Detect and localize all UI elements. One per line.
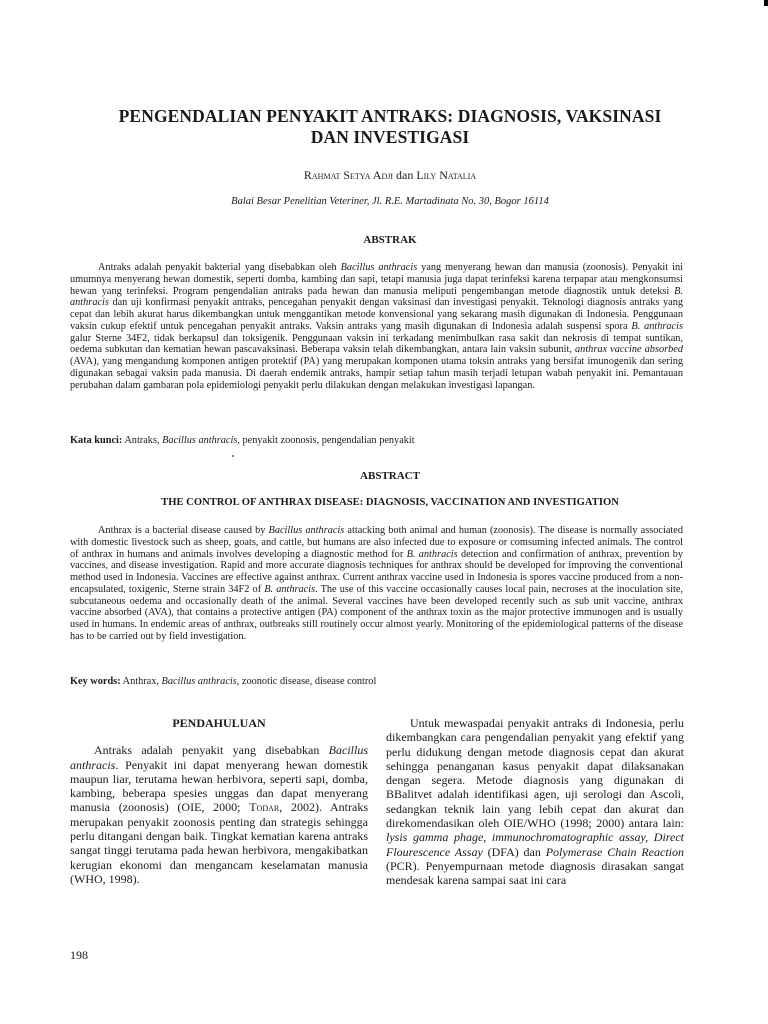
abstract-text: attacking both animal and human (zoonosis). The disease is normally associated with domestic livestock such as sheep, goats, and cattle, but humans are also infected due to exposure or comsuming infected animals. The control of anthrax in humans and animals involves developing a diagnostic method for (70, 525, 683, 560)
abstract-italic: B. anthracis (406, 548, 458, 560)
abstract-heading: ABSTRACT (360, 470, 420, 482)
key-words-text: , zoonotic disease, disease control (236, 676, 377, 687)
right-column-paragraph (386, 716, 684, 888)
pendahuluan-paragraph (70, 743, 368, 886)
abstrak-italic: Bacillus anthracis (340, 262, 418, 273)
abstrak-text: Antraks adalah penyakit bakterial yang disebabkan oleh (98, 262, 341, 273)
abstract-italic: Bacillus anthracis (268, 525, 345, 536)
kata-kunci-text: , penyakit zoonosis, pengendalian penyakit (237, 435, 415, 446)
right-column (386, 716, 684, 888)
affiliation: Balai Besar Penelitian Veteriner, Jl. R.E. Martadinata No. 30, Bogor 16114 (231, 196, 549, 207)
abstract-body (70, 525, 683, 643)
abstrak-heading: ABSTRAK (363, 234, 417, 246)
right-column-italic: Polymerase Chain Reaction (545, 844, 685, 859)
pendahuluan-text: . Penyakit ini dapat menyerang hewan domestik maupun liar, terutama hewan herbivora, seperti sapi, domba, kambing, beberapa spesies unggas dan dapat menyerang manusia (zoonosis) (OIE, 2000; (70, 757, 368, 815)
author-2: Lily Natalia (416, 168, 477, 182)
right-column-text: Untuk mewaspadai penyakit antraks di Indonesia, perlu dikembangkan cara pengendalian penyakit yang efektif yang perlu didukung dengan metode diagnosis cepat dan akurat sehingga penanganan kasus penyakit dapat dilaksanakan dengan segera. Metode diagnosis yang digunakan di BBalitvet adalah identifikasi agen, uji serologi dan Ascoli, sedangkan teknik lain yang lebih cepat dan akurat dan direkomendasikan oleh OIE/WHO (1998; 2000) antara lain: (386, 716, 684, 831)
abstract-italic: B. anthracis (264, 583, 316, 595)
pendahuluan-heading: PENDAHULUAN (172, 716, 266, 730)
right-column-italic: lysis gamma phage, immunochromatographic assay, Direct Flourescence Assay (386, 830, 684, 859)
key-words (70, 676, 683, 688)
abstrak-text: galur Sterne 34F2, tidak berkapsul dan toksigenik. Penggunaan vaksin ini terkadang menimbulkan rasa sakit dan nekrosis di tempat suntikan, oedema subkutan dan kematian hewan pascavaksinasi. Beberapa vaksin telah dikembangkan, antara lain vaksin subunit, (70, 332, 683, 356)
abstract-text: . The use of this vaccine occasionally causes local pain, necroses at the inoculation site, subcutaneous oedema and occasionally death of the animal. Several vaccines have been developed recently such as sub unit vaccine, anthrax vaccine absorbed (AVA), that contains a protective antigen (PA) component of the anthrax toxin as the major protective immunogen and is usually used in humans. In endemic areas of anthrax, outbreaks still routinely occur almost yearly. Monitoring of the epidemiological patterns of the disease has to be carried out by field investigation. (70, 583, 683, 642)
pendahuluan-smallcaps: Todar (249, 800, 280, 815)
left-column (70, 716, 368, 886)
kata-kunci-text: Antraks, (122, 435, 163, 446)
right-column-text: (DFA) dan (482, 844, 546, 859)
abstrak-italic: anthrax vaccine absorbed (575, 344, 683, 356)
abstrak-italic: B. anthracis (70, 285, 683, 309)
author-connector: dan (393, 168, 417, 182)
kata-kunci-italic: Bacillus anthracis (162, 435, 238, 446)
abstrak-text: yang menyerang hewan dan manusia (zoonosis). Penyakit ini umumnya menyerang hewan domestik, seperti domba, kambing dan sapi, tetapi manusia juga dapat terinfeksi karena terpapar atau mengkonsumsi hewan yang terinfeksi. Program pengendalian antraks pada hewan dan manusia meliputi pengembangan metode diagnostik untuk deteksi (70, 262, 683, 297)
pendahuluan-text: , 2002). Antraks merupakan penyakit zoonosis penting dan strategis sehingga perlu ditangani dengan baik. Tingkat kematian karena antraks sangat tinggi terutama pada hewan herbivora, mengakibatkan kerugian ekonomi dan mengancam keselamatan manusia (WHO, 1998). (70, 800, 368, 886)
author-1: Rahmat Setya Adji (303, 168, 394, 182)
kata-kunci-label: Kata kunci: (70, 435, 123, 446)
abstract-text: detection and confirmation of anthrax, prevention by vaccines, and disease investigation. Rapid and more accurate diagnosis techniques for anthrax should be developed for improving the conventional method used in Indonesia. Vaccines are effective against anthrax. Current anthrax vaccine used in Indonesia is spores vaccine produced from a non-encapsulated, toxigenic, Sterne strain 34F2 of (70, 548, 683, 595)
stray-dot (232, 455, 234, 457)
article-title (60, 106, 720, 148)
title-line-2: DAN INVESTIGASI (310, 127, 470, 147)
pendahuluan-text: Antraks adalah penyakit yang disebabkan (94, 743, 329, 758)
pendahuluan-italic: Bacillus anthracis (70, 743, 368, 772)
scan-edge-mark (764, 0, 768, 6)
abstrak-text: dan uji konfirmasi penyakit antraks, pencegahan penyakit dengan vaksinasi dan investigasi penyakit. Teknologi diagnosis antraks yang cepat dan lebih akurat harus dikembangkan untuk menggantikan metode konvensional yang sekarang masih digunakan di Indonesia. Penggunaan vaksin cukup efektif untuk pencegahan penyakit antraks. Vaksin antraks yang masih digunakan di Indonesia adalah suspensi spora (70, 297, 683, 332)
key-words-text: Anthrax, (120, 676, 162, 687)
right-column-text: (PCR). Penyempurnaan metode diagnosis dirasakan sangat mendesak karena sampai saat ini cara (386, 858, 684, 888)
authors (60, 168, 720, 183)
kata-kunci (70, 435, 683, 447)
abstrak-italic: B. anthracis (631, 320, 683, 332)
key-words-italic: Bacillus anthracis (161, 676, 237, 687)
key-words-label: Key words: (70, 676, 121, 687)
page-number: 198 (70, 948, 88, 962)
abstract-text: Anthrax is a bacterial disease caused by (98, 525, 269, 536)
abstract-subtitle: THE CONTROL OF ANTHRAX DISEASE: DIAGNOSIS, VACCINATION AND INVESTIGATION (161, 497, 619, 508)
abstrak-body (70, 262, 683, 391)
title-line-1: PENGENDALIAN PENYAKIT ANTRAKS: DIAGNOSIS, VAKSINASI (118, 106, 662, 126)
abstrak-text: (AVA), yang mengandung komponen antigen protektif (PA) yang merupakan komponen utama toksin antraks yang bersifat imunogenik dan sering digunakan sebagai vaksin pada manusia. Di daerah endemik antraks, hampir setiap tahun masih terjadi letupan wabah penyakit ini. Pemantauan perubahan dalam gambaran pola epidemiologi penyakit perlu dilakukan dengan melakukan investigasi lapangan. (70, 356, 683, 391)
